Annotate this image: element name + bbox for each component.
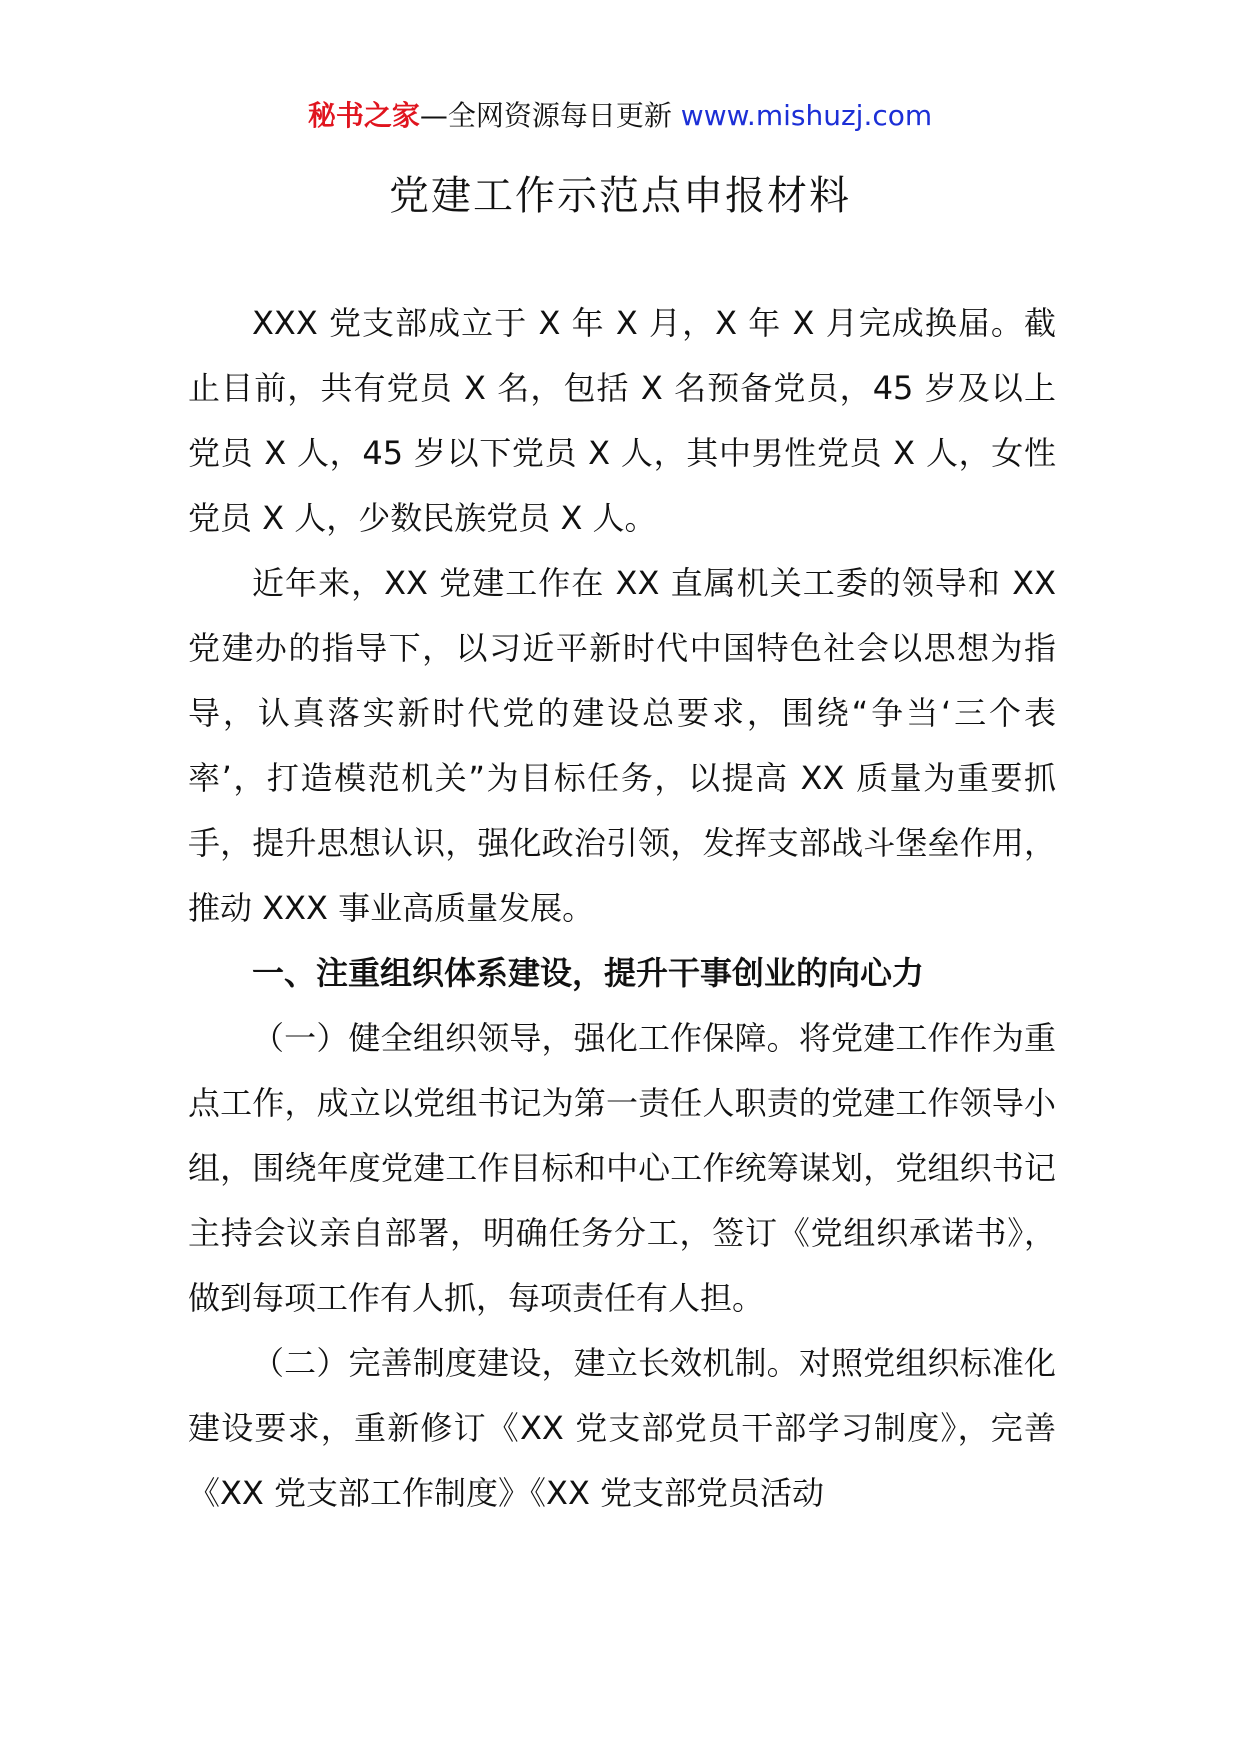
site-link[interactable]: www.mishuzj.com [680,99,933,132]
document-body [188,291,1056,1526]
paragraph-overview: XXX 党支部成立于 X 年 X 月，X 年 X 月完成换届。截止目前，共有党员 X 名，包括 X 名预备党员，45 岁及以上党员 X 人，45 岁以下党员 X 人，其中男性党员 X 人，女性党员 X 人，少数民族党员 X 人。 [188,304,1056,537]
paragraph-intro: 近年来，XX 党建工作在 XX 直属机关工委的领导和 XX 党建办的指导下，以习近平新时代中国特色社会以思想为指导，认真落实新时代党的建设总要求，围绕“争当‘三个表率’，打造模范机关”为目标任务，以提高 XX 质量为重要抓手，提升思想认识，强化政治引领，发挥支部战斗堡垒作用，推动 XXX 事业高质量发展。 [188,564,1056,927]
brand-name: 秘书之家 [307,99,420,132]
paragraph-item-2: （二）完善制度建设，建立长效机制。对照党组织标准化建设要求，重新修订《XX 党支部党员干部学习制度》，完善《XX 党支部工作制度》《XX 党支部党员活动 [188,1344,1056,1512]
paragraph-item-1: （一）健全组织领导，强化工作保障。将党建工作作为重点工作，成立以党组书记为第一责任人职责的党建工作领导小组，围绕年度党建工作目标和中心工作统筹谋划，党组织书记主持会议亲自部署，明确任务分工，签订《党组织承诺书》，做到每项工作有人抓，每项责任有人担。 [188,1019,1056,1317]
document-title: 党建工作示范点申报材料 [389,173,851,219]
watermark-header [0,96,1240,136]
section-heading: 一、注重组织体系建设，提升干事创业的向心力 [252,954,925,992]
brand-tagline: —全网资源每日更新 [419,99,672,132]
